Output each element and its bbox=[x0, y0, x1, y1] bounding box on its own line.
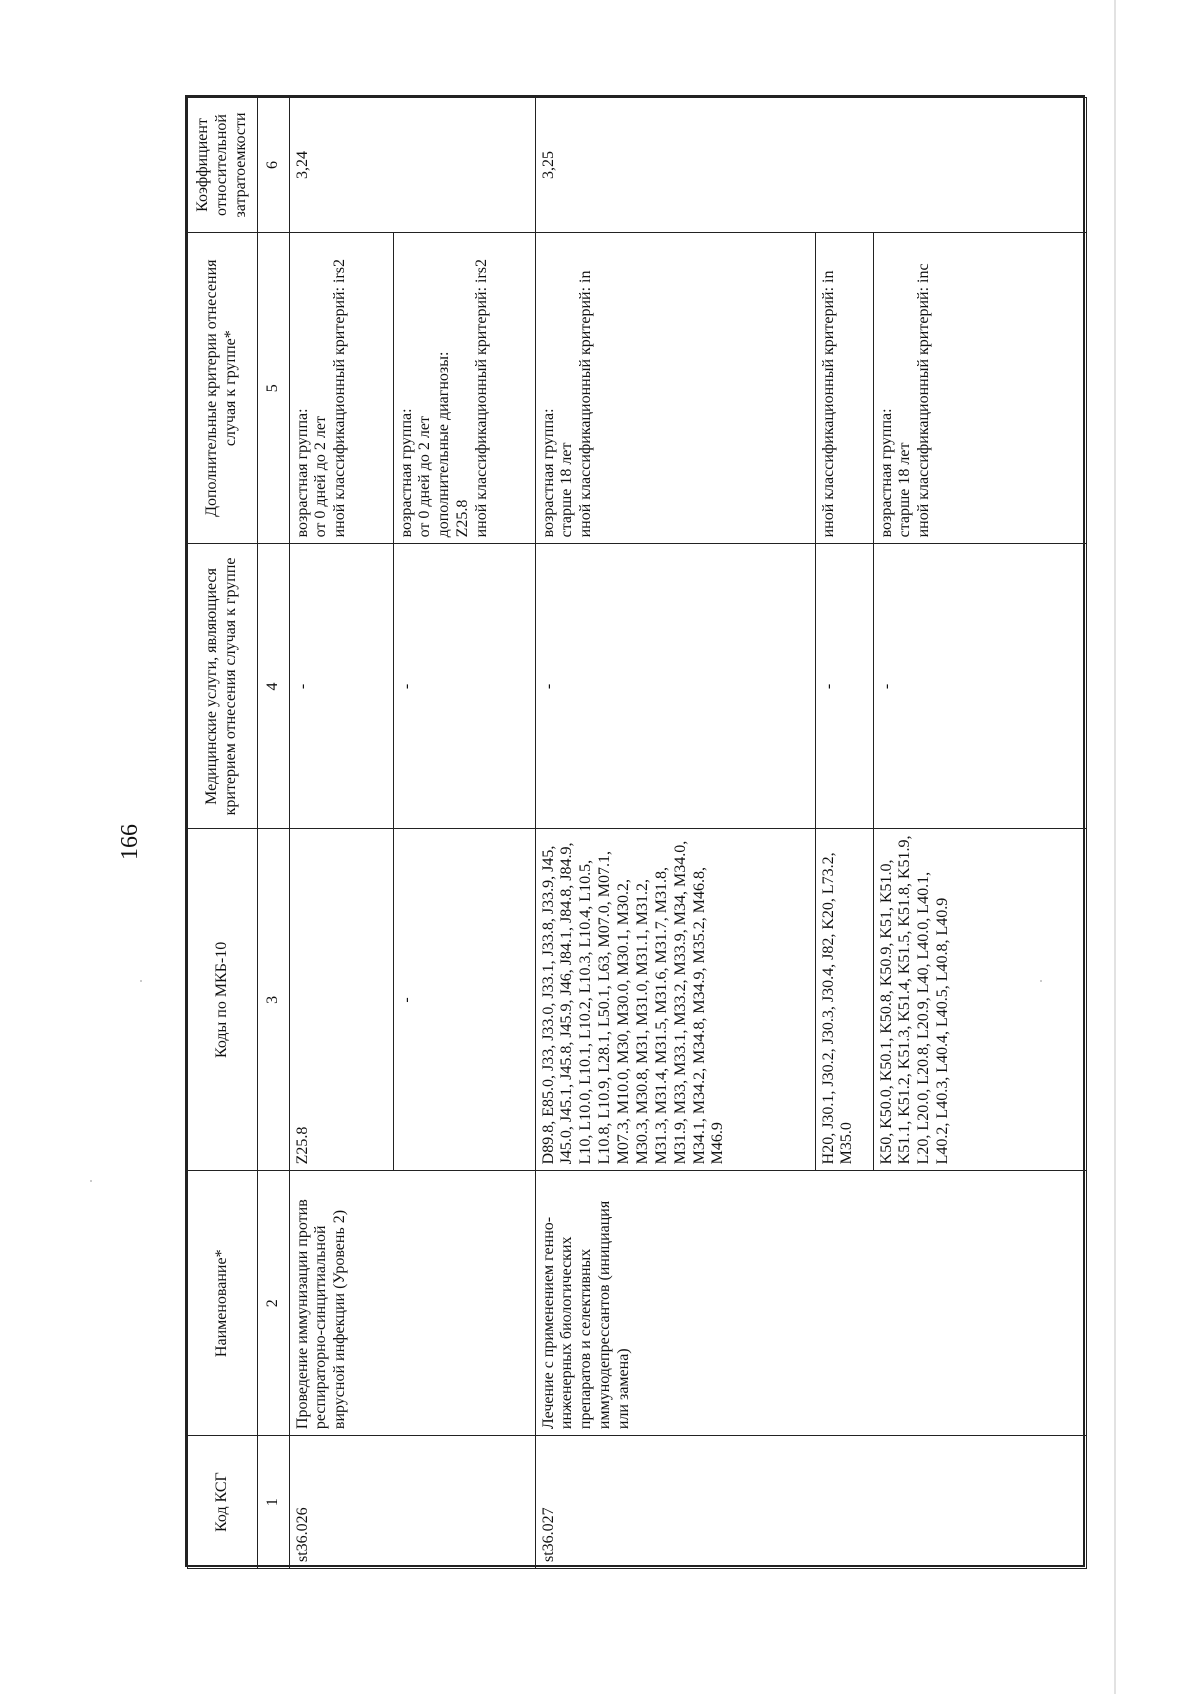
icd-cell: H20, J30.1, J30.2, J30.3, J30.4, J82, K20, L73.2, M35.0 bbox=[815, 829, 873, 1171]
ksg-table-frame bbox=[185, 95, 1085, 1567]
services-cell: - bbox=[393, 544, 535, 829]
table-row bbox=[289, 98, 393, 1569]
column-number: 3 bbox=[257, 829, 289, 1171]
header-ksg-code: Код КСГ bbox=[188, 1436, 258, 1569]
services-cell: - bbox=[815, 544, 873, 829]
coefficient-cell: 3,25 bbox=[535, 98, 1087, 233]
name-cell: Проведение иммунизации против респираторно-синцитиальной вирусной инфекции (Уровень 2) bbox=[289, 1171, 535, 1436]
rotated-table-wrapper bbox=[187, 97, 1087, 1569]
criteria-cell: возрастная группа: старше 18 лет иной классификационный критерий: in bbox=[535, 232, 815, 543]
scan-speck bbox=[90, 1180, 92, 1182]
header-name: Наименование* bbox=[188, 1171, 258, 1436]
column-number: 2 bbox=[257, 1171, 289, 1436]
table-header-row bbox=[188, 98, 258, 1569]
services-cell: - bbox=[873, 544, 1087, 829]
scan-speck bbox=[140, 980, 142, 982]
page-number: 166 bbox=[117, 824, 143, 860]
icd-cell: - bbox=[393, 829, 535, 1171]
column-number: 6 bbox=[257, 98, 289, 233]
column-number: 5 bbox=[257, 232, 289, 543]
ksg-code-cell: st36.027 bbox=[535, 1436, 1087, 1569]
header-additional-criteria: Дополнительные критерии отнесения случая к группе* bbox=[188, 232, 258, 543]
ksg-table bbox=[187, 97, 1087, 1569]
scan-edge-line bbox=[1114, 0, 1116, 1694]
criteria-cell: возрастная группа: старше 18 лет иной классификационный критерий: inc bbox=[873, 232, 1087, 543]
icd-cell: D89.8, E85.0, J33, J33.0, J33.1, J33.8, J33.9, J45, J45.0, J45.1, J45.8, J45.9, J46, J84.1, J84.8, J84.9, L10, L10.0, L10.1, L10.2, L10.3, L10.4, L10.5, L10.8, L10.9, L28.1, L50.1, L63, M07.0, M07.1, M07.3, M10.0, M30, M30.0, M30.1, M30.2, M30.3, M30.8, M31, M31.0, M31.1, M31.2, M31.3, M31.4, M31.5, M31.6, M31.7, M31.8, M31.9, M33, M33.1, M33.2, M33.9, M34, M34.0, M34.1, M34.2, M34.8, M34.9, M35.2, M46.8, M46.9 bbox=[535, 829, 815, 1171]
column-number-row bbox=[257, 98, 289, 1569]
criteria-cell: возрастная группа: от 0 дней до 2 лет иной классификационный критерий: irs2 bbox=[289, 232, 393, 543]
services-cell: - bbox=[535, 544, 815, 829]
column-number: 4 bbox=[257, 544, 289, 829]
header-icd-codes: Коды по МКБ-10 bbox=[188, 829, 258, 1171]
header-coefficient: Коэффициент относительной затратоемкости bbox=[188, 98, 258, 233]
column-number: 1 bbox=[257, 1436, 289, 1569]
name-cell: Лечение с применением генно-инженерных биологических препаратов и селективных иммунодепрессантов (инициация или замена) bbox=[535, 1171, 1087, 1436]
coefficient-cell: 3,24 bbox=[289, 98, 535, 233]
icd-cell: K50, K50.0, K50.1, K50.8, K50.9, K51, K51.0, K51.1, K51.2, K51.3, K51.4, K51.5, K51.8, K51.9, L20, L20.0, L20.8, L20.9, L40, L40.0, L40.1, L40.2, L40.3, L40.4, L40.5, L40.8, L40.9 bbox=[873, 829, 1087, 1171]
criteria-cell: иной классификационный критерий: in bbox=[815, 232, 873, 543]
header-medical-services: Медицинские услуги, являющиеся критерием отнесения случая к группе bbox=[188, 544, 258, 829]
criteria-cell: возрастная группа: от 0 дней до 2 лет дополнительные диагнозы: Z25.8 иной классификационный критерий: irs2 bbox=[393, 232, 535, 543]
services-cell: - bbox=[289, 544, 393, 829]
icd-cell: Z25.8 bbox=[289, 829, 393, 1171]
ksg-code-cell: st36.026 bbox=[289, 1436, 535, 1569]
table-row bbox=[535, 98, 815, 1569]
